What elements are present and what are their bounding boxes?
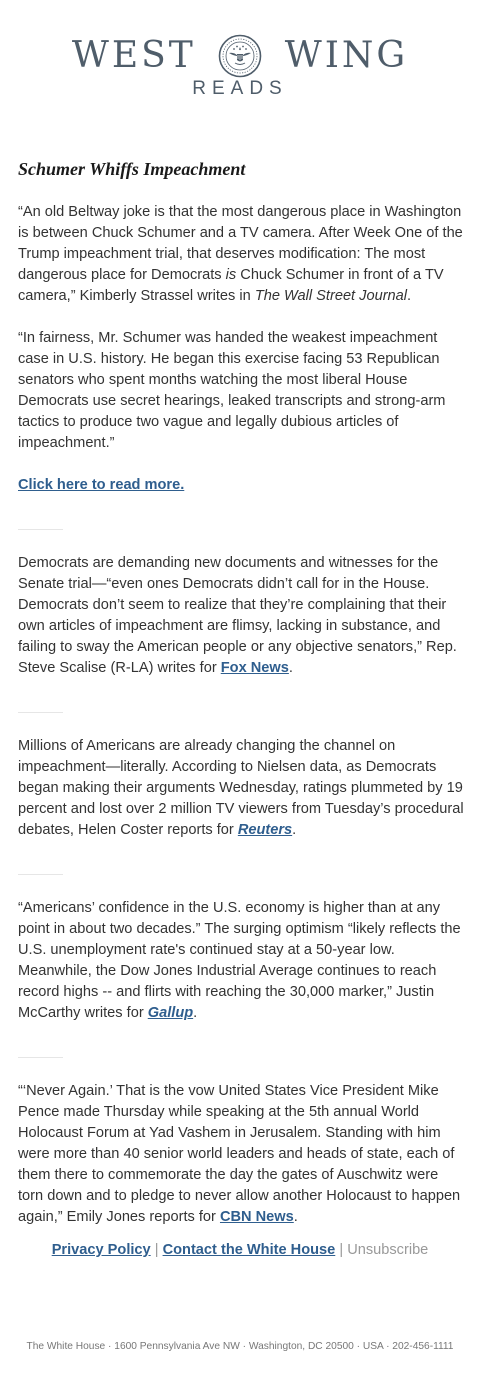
article-paragraph-1-text-b: Chuck Schumer in front of a TV camera,” Kimberly Strassel writes in <box>18 267 444 304</box>
news-item-3-end: . <box>193 1005 198 1021</box>
footer-separator: | <box>150 1242 163 1258</box>
cbn-news-link[interactable]: CBN News <box>219 1209 294 1225</box>
west-wing-reads-logo <box>0 34 480 78</box>
presidential-seal-icon <box>218 34 262 78</box>
section-divider <box>18 529 63 530</box>
publication-name: The Wall Street Journal <box>254 288 408 304</box>
privacy-policy-link[interactable]: Privacy Policy <box>51 1242 151 1258</box>
article-paragraph-1-emphasis: is <box>225 267 237 283</box>
news-item-4-text: “‘Never Again.’ That is the vow United States Vice President Mike Pence made Thursday while speaking at the 5th annual World Holocaust Forum at Yad Vashem in Jerusalem. Standing with him were more than 40 senior world leaders and heads of state, each of them there to commemorate the day the gates of Auschwitz were torn down and to pledge to never allow another Holocaust to happen again,” Emily Jones reports for <box>18 1083 461 1225</box>
article-paragraph-1-text-a: “An old Beltway joke is that the most dangerous place in Washington is between Chuck Schumer and a TV camera. After Week One of the Trump impeachment trial, that deserves modification: The most dangerous place for Democrats <box>18 204 463 283</box>
email-header <box>0 28 480 108</box>
news-item-2 <box>18 736 464 841</box>
news-item-2-text: Millions of Americans are already changing the channel on impeachment—literally. According to Nielsen data, as Democrats began making their arguments Wednesday, ratings plummeted by 19 percent and lost over 2 million TV viewers from Tuesday’s procedural debates, Helen Coster reports for <box>18 738 464 838</box>
news-item-3 <box>18 898 464 1024</box>
contact-white-house-link[interactable]: Contact the White House <box>162 1242 336 1258</box>
article-paragraph-2: “In fairness, Mr. Schumer was handed the weakest impeachment case in U.S. history. He began this exercise facing 53 Republican senators who spent months watching the most liberal House Democrats use secret hearings, leaked transcripts and strong-arm tactics to produce two vague and legally dubious articles of impeachment.” <box>18 330 446 451</box>
news-item-1-end: . <box>288 660 293 676</box>
logo-word-west: WEST <box>71 35 196 76</box>
footer-separator: | <box>335 1242 348 1258</box>
section-divider <box>18 712 63 713</box>
gallup-link[interactable]: Gallup <box>147 1005 194 1021</box>
read-more-paragraph <box>18 475 464 496</box>
footer-address: The White House · 1600 Pennsylvania Ave NW · Washington, DC 20500 · USA · 202-456-1111 <box>26 1341 454 1352</box>
reuters-link[interactable]: Reuters <box>237 822 293 838</box>
article-title: Schumer Whiffs Impeachment <box>18 159 246 179</box>
news-item-4-end: . <box>293 1209 298 1225</box>
read-more-link[interactable]: Click here to read more. <box>18 477 185 493</box>
section-divider <box>18 874 63 875</box>
news-item-4 <box>18 1081 464 1228</box>
news-item-2-end: . <box>292 822 297 838</box>
news-item-3-text: “Americans’ confidence in the U.S. economy is higher than at any point in about two decades.” The surging optimism “likely reflects the U.S. unemployment rate's continued stay at a 50-year low. Meanwhile, the Dow Jones Industrial Average continues to reach record highs -- and flirts with reaching the 30,000 marker,” Justin McCarthy writes for <box>18 900 461 1021</box>
logo-word-wing: WING <box>284 35 409 76</box>
logo-subtitle-reads: READS <box>192 78 288 99</box>
article-paragraph-1 <box>18 202 464 307</box>
fox-news-link[interactable]: Fox News <box>220 660 289 676</box>
section-divider <box>18 1057 63 1058</box>
footer-links <box>0 1240 480 1260</box>
article-paragraph-1-end: . <box>407 288 412 304</box>
news-item-1 <box>18 553 464 679</box>
newsletter-content <box>18 156 464 1228</box>
news-item-1-text: Democrats are demanding new documents and witnesses for the Senate trial—“even ones Democrats didn’t call for in the House. Democrats don’t seem to realize that they’re complaining that their own articles of impeachment are flimsy, lacking in substance, and failing to sway the American people or any objective senators,” Rep. Steve Scalise (R-LA) writes for <box>18 555 457 676</box>
unsubscribe-link[interactable]: Unsubscribe <box>347 1242 429 1258</box>
